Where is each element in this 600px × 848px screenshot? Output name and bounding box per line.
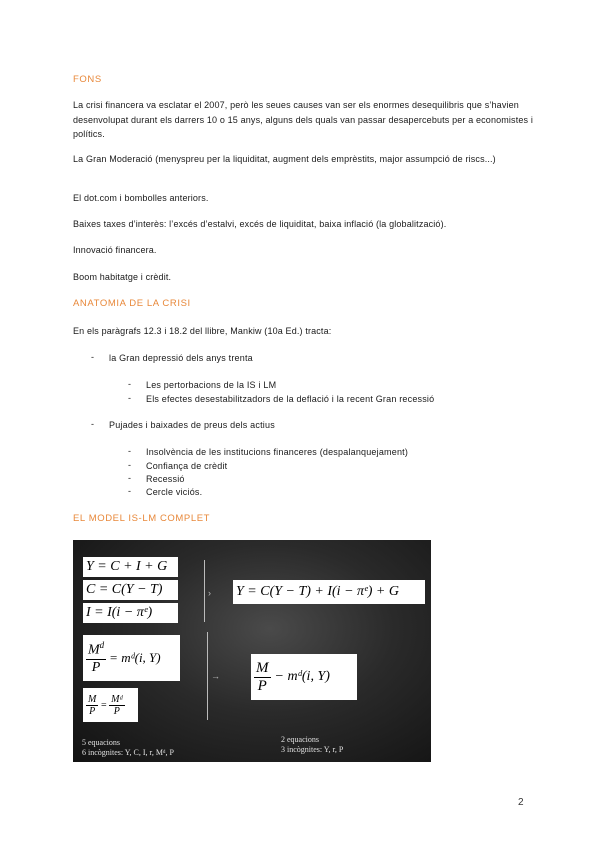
list-dash: - [91,419,94,429]
list-dash: - [128,446,131,456]
section-heading-anatomia: ANATOMIA DE LA CRISI [73,298,191,309]
is-lm-slide-image [73,540,431,762]
arrow-icon: › [208,588,211,598]
paragraph-boom: Boom habitatge i crèdit. [73,272,172,282]
paragraph-dotcom: El dot.com i bombolles anteriors. [73,193,209,203]
list-item-gran-depressio: la Gran depressió dels anys trenta [109,353,253,363]
equation-y: Y = C + I + G [83,557,178,577]
arrow-icon: → [211,671,220,681]
note-unknowns-right: 3 incògnites: Y, r, P [281,745,344,754]
list-dash: - [128,460,131,470]
fraction: $\frac{\text{Mᵈ}}{P}$ [111,693,123,717]
paragraph-taxes-interes: Baixes taxes d’interès: l’excés d’estalvi, excés de liquiditat, baixa inflació (la globalització). [73,219,447,229]
list-dash: - [128,486,131,496]
fraction: $\frac{M}{P}$ [256,659,269,694]
list-item-preus-actius: Pujades i baixades de preus dels actius [109,420,275,430]
paragraph-gran-moderacio: La Gran Moderació (menyspreu per la liquiditat, augment dels emprèstits, major assumpció de riscs...) [73,154,496,164]
equation-money-equilibrium: $\frac{M}{P}$ = $\frac{\text{Mᵈ}}{P}$ [83,688,138,722]
paragraph-crisis-intro: La crisi financera va esclatar el 2007, però les seues causes van ser els enormes desequilibris que s’havien desenvolupat durant els darrers 10 o 15 anys, alguns dels quals van passar desapercebuts per a economistes i polítics. [73,100,533,139]
equation-i: I = I(i − πᵉ) [83,603,178,623]
sublist-item: Els efectes desestabilitzadors de la deflació i la recent Gran recessió [146,394,435,404]
equation-c: C = C(Y − T) [83,580,178,600]
paragraph-innovacio: Innovació financera. [73,245,157,255]
note-unknowns-left: 6 incògnites: Y, C, I, r, Mᵈ, P [82,748,174,757]
sublist-item: Les pertorbacions de la IS i LM [146,380,277,390]
page-number: 2 [518,797,524,808]
equation-money-demand: $\frac{M^d}{P}$ = mᵈ(i, Y) [83,635,180,681]
section-heading-fons: FONS [73,74,102,85]
brace-line [204,560,205,622]
sublist-item: Confiança de crèdit [146,461,228,471]
sublist-item: Recessió [146,474,185,484]
list-dash: - [128,473,131,483]
sublist-item: Insolvència de les institucions financeres (despalanquejament) [146,447,409,457]
fraction: $\frac{M^d}{P}$ [88,640,105,675]
equation-is-curve: Y = C(Y − T) + I(i − πᵉ) + G [233,580,425,604]
list-dash: - [91,352,94,362]
sublist-item: Cercle viciós. [146,487,203,497]
list-dash: - [128,393,131,403]
paragraph-mankiw: En els paràgrafs 12.3 i 18.2 del llibre, Mankiw (10a Ed.) tracta: [73,326,332,336]
fraction: $\frac{M}{P}$ [88,693,97,717]
equation-lm-curve: $\frac{M}{P}$ − mᵈ(i, Y) [251,654,357,700]
section-heading-model: EL MODEL IS-LM COMPLET [73,513,211,524]
list-dash: - [128,379,131,389]
note-equations-left: 5 equacions [82,738,120,747]
brace-line [207,632,208,720]
note-equations-right: 2 equacions [281,735,319,744]
